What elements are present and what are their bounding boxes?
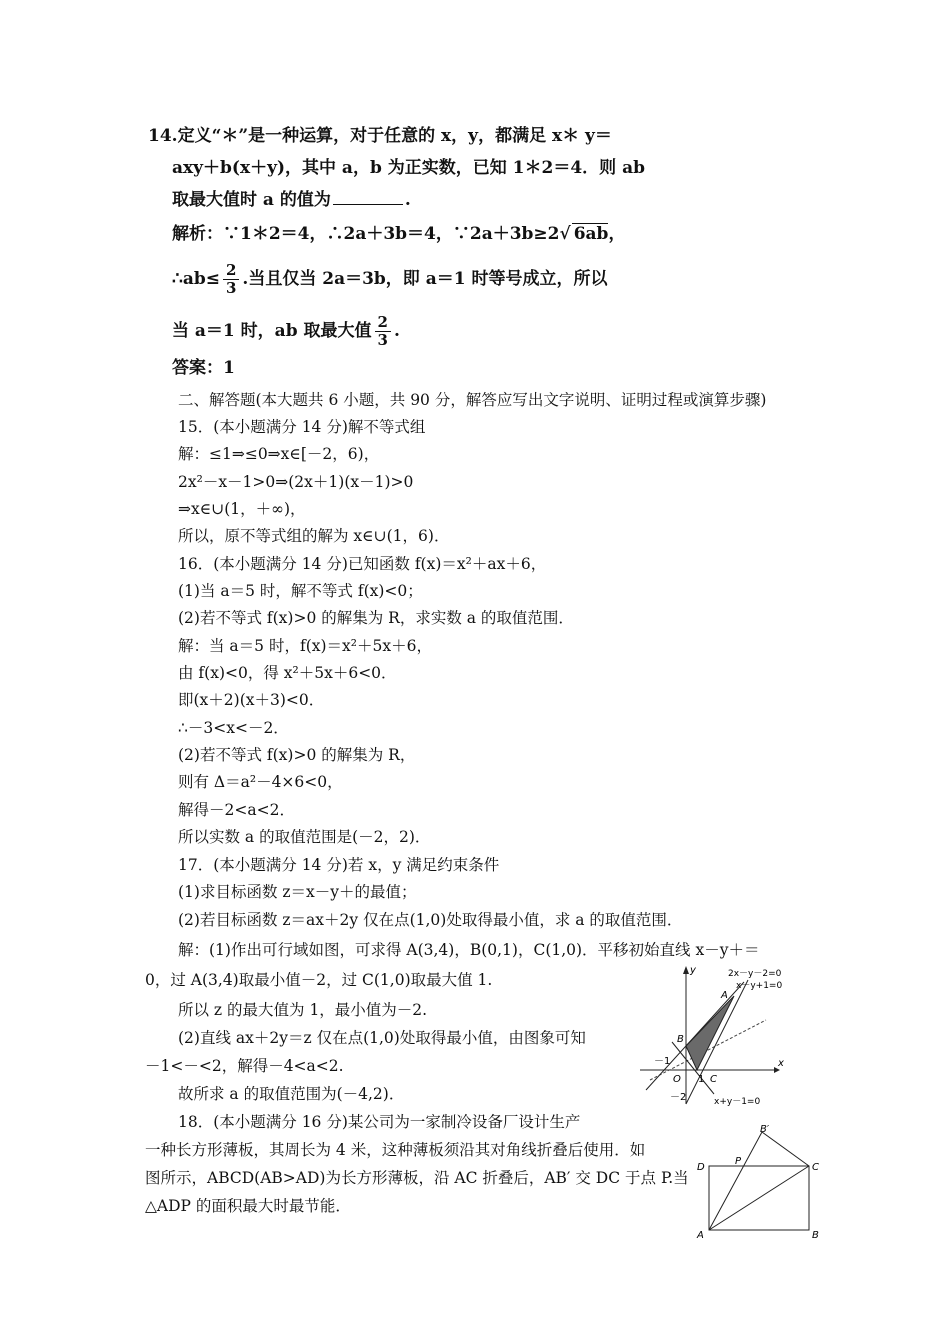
- q17-sol-5: －1<－<2，解得－4<a<2.: [145, 1057, 344, 1075]
- vertex-d-label: D: [697, 1162, 705, 1173]
- vertex-b-prime-label: B′: [760, 1124, 770, 1135]
- q18-text-2: 图所示，ABCD(AB>AD)为长方形薄板，沿 AC 折叠后，AB′ 交 DC 于点 P.当: [145, 1169, 689, 1187]
- line-label-2: x－y+1=0: [736, 981, 783, 991]
- point-c-label: C: [710, 1074, 717, 1085]
- q14-line2: axy＋b(x＋y)，其中 a，b 为正实数，已知 1＊2＝4．则 ab: [172, 158, 645, 178]
- tick-label-neg2: －2: [670, 1092, 687, 1103]
- vertex-b-label: B: [812, 1230, 819, 1241]
- q14-line1: 14.定义“＊”是一种运算，对于任意的 x，y，都满足 x＊ y＝: [148, 126, 612, 146]
- q16-sol-2: 由 f(x)<0，得 x²＋5x＋6<0．: [178, 664, 397, 682]
- q15-sol-1: 解：≤1⇒≤0⇒x∈[－2，6)，: [178, 445, 380, 463]
- q17-part2: (2)若目标函数 z＝ax＋2y 仅在点(1,0)处取得最小值，求 a 的取值范围．: [178, 911, 683, 929]
- line-label-3: x+y－1=0: [714, 1097, 761, 1107]
- q16-part1: (1)当 a＝5 时，解不等式 f(x)<0；: [178, 582, 423, 600]
- folded-rectangle-figure: [694, 1120, 828, 1244]
- q17-conclusion: 故所求 a 的取值范围为(－4,2)．: [178, 1085, 405, 1103]
- q16-conclusion: 所以实数 a 的取值范围是(－2，2)．: [178, 828, 431, 846]
- q16-title: 16．(本小题满分 14 分)已知函数 f(x)＝x²＋ax＋6，: [178, 555, 547, 573]
- x-axis-label: x: [778, 1058, 784, 1069]
- q16-sol-1: 解：当 a＝5 时，f(x)＝x²＋5x＋6，: [178, 637, 432, 655]
- q17-sol-1: 解：(1)作出可行域如图，可求得 A(3,4)，B(0,1)，C(1,0)．平移初始直线 x－y＋＝: [178, 941, 760, 959]
- tick-label-neg1: －1: [654, 1056, 671, 1067]
- fraction-2-3: $\frac{2}{3}$: [375, 314, 391, 349]
- vertex-a-label: A: [697, 1230, 704, 1241]
- vertex-c-label: C: [812, 1162, 819, 1173]
- y-axis-label: y: [690, 965, 696, 976]
- q14-line3: 取最大值时 a 的值为 .: [172, 190, 411, 210]
- q15-sol-2: 2x²－x－1>0⇒(2x＋1)(x－1)>0: [178, 473, 414, 491]
- q16-sol-3: 即(x＋2)(x＋3)<0．: [178, 691, 325, 709]
- q17-title: 17．(本小题满分 14 分)若 x，y 满足约束条件: [178, 856, 500, 874]
- q16-sol-7: 解得－2<a<2．: [178, 801, 295, 819]
- origin-label: O: [673, 1074, 681, 1085]
- q14-analysis2: ∴ab≤ $\frac{2}{3}$ .当且仅当 2a＝3b，即 a＝1 时等号成立，所以: [172, 261, 608, 297]
- q14-answer: 答案：1: [172, 358, 235, 378]
- q18-title: 18．(本小题满分 16 分)某公司为一家制冷设备厂设计生产: [178, 1113, 581, 1131]
- point-p-label: P: [735, 1156, 742, 1167]
- q14-analysis3: 当 a＝1 时，ab 取最大值 $\frac{2}{3}$ .: [172, 313, 400, 349]
- q15-sol-3: ⇒x∈∪(1，＋∞)，: [178, 500, 306, 518]
- point-a-label: A: [721, 990, 728, 1001]
- q17-sol-3: 所以 z 的最大值为 1，最小值为－2.: [178, 1001, 428, 1019]
- q18-text-3: △ADP 的面积最大时最节能．: [145, 1197, 351, 1215]
- q15-conclusion: 所以，原不等式组的解为 x∈∪(1，6)．: [178, 527, 450, 545]
- q17-sol-4: (2)直线 ax＋2y＝z 仅在点(1,0)处取得最小值，由图象可知: [178, 1029, 586, 1047]
- q16-sol-6: 则有 Δ＝a²－4×6<0，: [178, 773, 343, 791]
- q17-part1: (1)求目标函数 z＝x－y＋的最值；: [178, 883, 417, 901]
- answer-blank: [333, 188, 403, 205]
- tick-label-1: 1: [698, 1074, 705, 1085]
- fraction-2-3: $\frac{2}{3}$: [223, 262, 239, 297]
- q14-analysis1: 解析：∵1＊2＝4，∴2a＋3b＝4，∵2a＋3b≥2√ 6ab，: [172, 224, 626, 244]
- q16-sol-5: (2)若不等式 f(x)>0 的解集为 R，: [178, 746, 416, 764]
- line-label-1: 2x－y－2=0: [728, 969, 782, 979]
- q15-title: 15．(本小题满分 14 分)解不等式组: [178, 418, 426, 436]
- q16-sol-4: ∴－3<x<－2．: [178, 719, 289, 737]
- q17-sol-2: 0，过 A(3,4)取最小值－2，过 C(1,0)取最大值 1.: [145, 971, 493, 989]
- point-b-label: B: [677, 1034, 684, 1045]
- feasible-region-graph: [636, 962, 796, 1112]
- q18-text-1: 一种长方形薄板，其周长为 4 米，这种薄板须沿其对角线折叠后使用．如: [145, 1141, 646, 1159]
- q16-part2: (2)若不等式 f(x)>0 的解集为 R，求实数 a 的取值范围．: [178, 609, 574, 627]
- sqrt-sign: √: [559, 224, 571, 244]
- section-heading: 二、解答题(本大题共 6 小题，共 90 分，解答应写出文字说明、证明过程或演算步骤): [178, 391, 767, 409]
